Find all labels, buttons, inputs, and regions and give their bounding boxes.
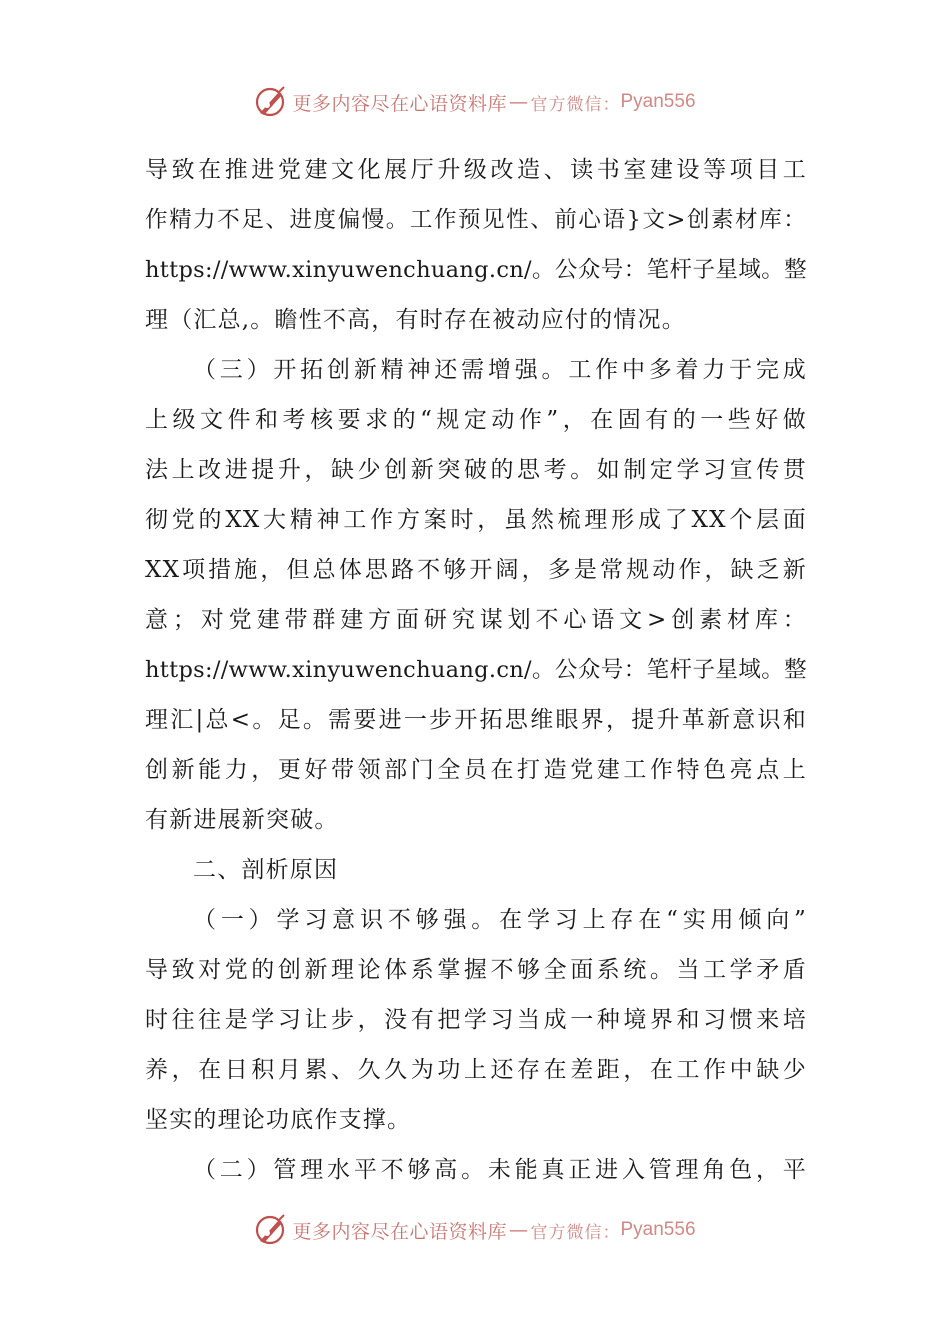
text-line: 导致在推进党建文化展厅升级改造、读书室建设等项目工 <box>145 157 807 183</box>
footer-banner <box>0 1210 950 1250</box>
text-line: 上级文件和考核要求的“规定动作”，在固有的一些好做 <box>145 407 807 433</box>
text-line: 时往往是学习让步，没有把学习当成一种境界和习惯来培 <box>145 1007 807 1033</box>
text-line: 坚实的理论功底作支撑。 <box>145 1107 412 1133</box>
banner-main-text: 更多内容尽在心语资料库 <box>292 1220 507 1243</box>
text-line: https://www.xinyuwenchuang.cn/。公众号：笔杆子星域。整 <box>145 657 807 683</box>
text-line: https://www.xinyuwenchuang.cn/。公众号：笔杆子星域。整 <box>145 257 807 283</box>
banner-separator: — <box>509 91 529 113</box>
text-line: （三）开拓创新精神还需增强。工作中多着力于完成 <box>193 357 807 383</box>
text-line: 法上改进提升，缺少创新突破的思考。如制定学习宣传贯 <box>145 457 807 483</box>
banner-main-text: 更多内容尽在心语资料库 <box>292 92 507 115</box>
text-line: 作精力不足、进度偏慢。工作预见性、前心语}文>创素材库： <box>145 207 807 233</box>
text-line: 养，在日积月累、久久为功上还存在差距，在工作中缺少 <box>145 1057 807 1083</box>
text-line: 导致对党的创新理论体系掌握不够全面系统。当工学矛盾 <box>145 957 807 983</box>
text-line: XX项措施，但总体思路不够开阔，多是常规动作，缺乏新 <box>145 557 807 583</box>
text-line: （一）学习意识不够强。在学习上存在“实用倾向” <box>193 907 807 933</box>
header-banner <box>0 82 950 122</box>
section-heading: 二、剖析原因 <box>193 857 339 883</box>
banner-wechat-id: Pyan556 <box>620 91 696 112</box>
banner-separator: — <box>509 1219 529 1241</box>
document-body <box>145 145 807 1195</box>
text-line: （二）管理水平不够高。未能真正进入管理角色，平 <box>193 1157 807 1183</box>
text-line: 创新能力，更好带领部门全员在打造党建工作特色亮点上 <box>145 757 807 783</box>
text-line: 意；对党建带群建方面研究谋划不心语文>创素材库： <box>145 607 807 633</box>
pen-logo-icon <box>254 85 288 119</box>
banner-wechat-id: Pyan556 <box>620 1219 696 1240</box>
text-line: 有新进展新突破。 <box>145 807 339 833</box>
banner-wechat-label: 官方微信： <box>530 94 621 115</box>
text-line: 理（汇总,。瞻性不高，有时存在被动应付的情况。 <box>145 307 686 333</box>
text-line: 彻党的XX大精神工作方案时，虽然梳理形成了XX个层面 <box>145 507 807 533</box>
text-line: 理汇|总<。足。需要进一步开拓思维眼界，提升革新意识和 <box>145 707 807 733</box>
banner-wechat-label: 官方微信： <box>530 1222 621 1243</box>
pen-logo-icon <box>254 1213 288 1247</box>
